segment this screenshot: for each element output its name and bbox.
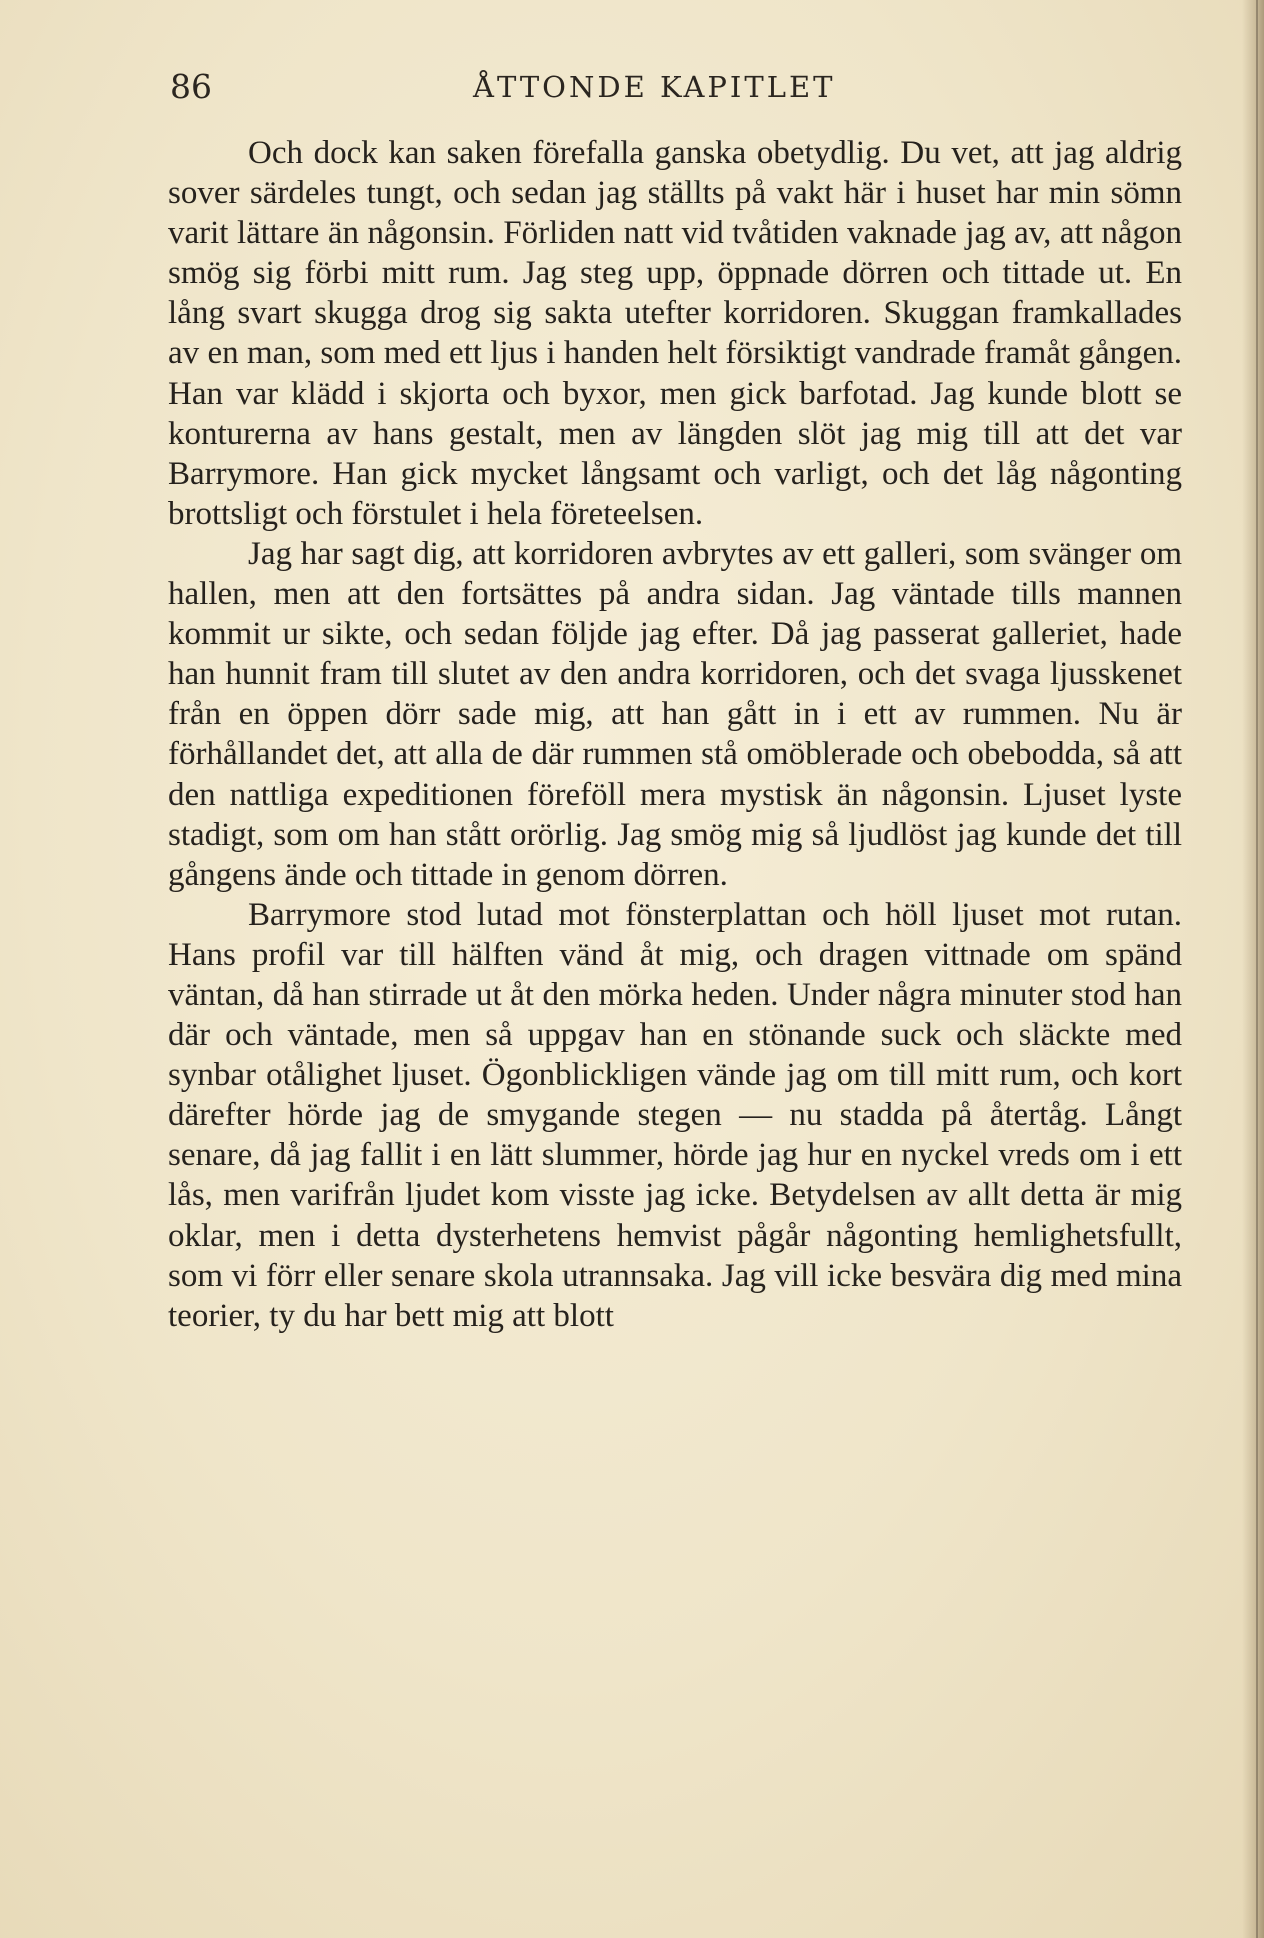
paragraph: Och dock kan saken förefalla ganska obetydlig. Du vet, att jag aldrig sover särdeles tungt, och sedan jag ställts på vakt här i huset har min sömn varit lättare än någonsin. Förliden natt vid tvåtiden vaknade jag av, att någon smög sig förbi mitt rum. Jag steg upp, öppnade dörren och tittade ut. En lång svart skugga drog sig sakta utefter korridoren. Skuggan framkallades av en man, som med ett ljus i handen helt försiktigt vandrade framåt gången. Han var klädd i skjorta och byxor, men gick barfotad. Jag kunde blott se konturerna av hans gestalt, men av längden slöt jag mig till att det var Barrymore. Han gick mycket långsamt och varligt, och det låg någonting brottsligt och förstulet i hela företeelsen. [168,135,1182,532]
body-text [168,133,1182,1336]
paragraph: Barrymore stod lutad mot fönsterplattan och höll ljuset mot rutan. Hans profil var till hälften vänd åt mig, och dragen vittnade om spänd väntan, då han stirrade ut åt den mörka heden. Under några minuter stod han där och väntade, men så uppgav han en stönande suck och släckte med synbar otålighet ljuset. Ögonblickligen vände jag om till mitt rum, och kort därefter hörde jag de smygande stegen — nu stadda på återtåg. Långt senare, då jag fallit i en lätt slummer, hörde jag hur en nyckel vreds om i ett lås, men varifrån ljudet kom visste jag icke. Betydelsen av allt detta är mig oklar, men i detta dysterhetens hemvist pågår någonting hemlighetsfullt, som vi förr eller senare skola utrannsaka. Jag vill icke besvära dig med mina teorier, ty du har bett mig att blott [168,896,1182,1334]
page-edge-line [1256,0,1258,1938]
page-edge-shadow [1242,0,1264,1938]
page-number: 86 [170,67,212,106]
paragraph: Jag har sagt dig, att korridoren avbrytes av ett galleri, som svänger om hallen, men att den fortsättes på andra sidan. Jag väntade tills mannen kommit ur sikte, och sedan följde jag efter. Då jag passerat galleriet, hade han hunnit fram till slutet av den andra korridoren, och det svaga ljusskenet från en öppen dörr sade mig, att han gått in i ett av rummen. Nu är förhållandet det, att alla de där rummen stå omöblerade och obebodda, så att den nattliga expeditionen föreföll mera mystisk än någonsin. Ljuset lyste stadigt, som om han stått orörlig. Jag smög mig så ljudlöst jag kunde det till gångens ände och tittade in genom dörren. [168,535,1182,893]
page-header [170,62,1190,112]
running-head: ÅTTONDE KAPITLET [473,70,836,104]
